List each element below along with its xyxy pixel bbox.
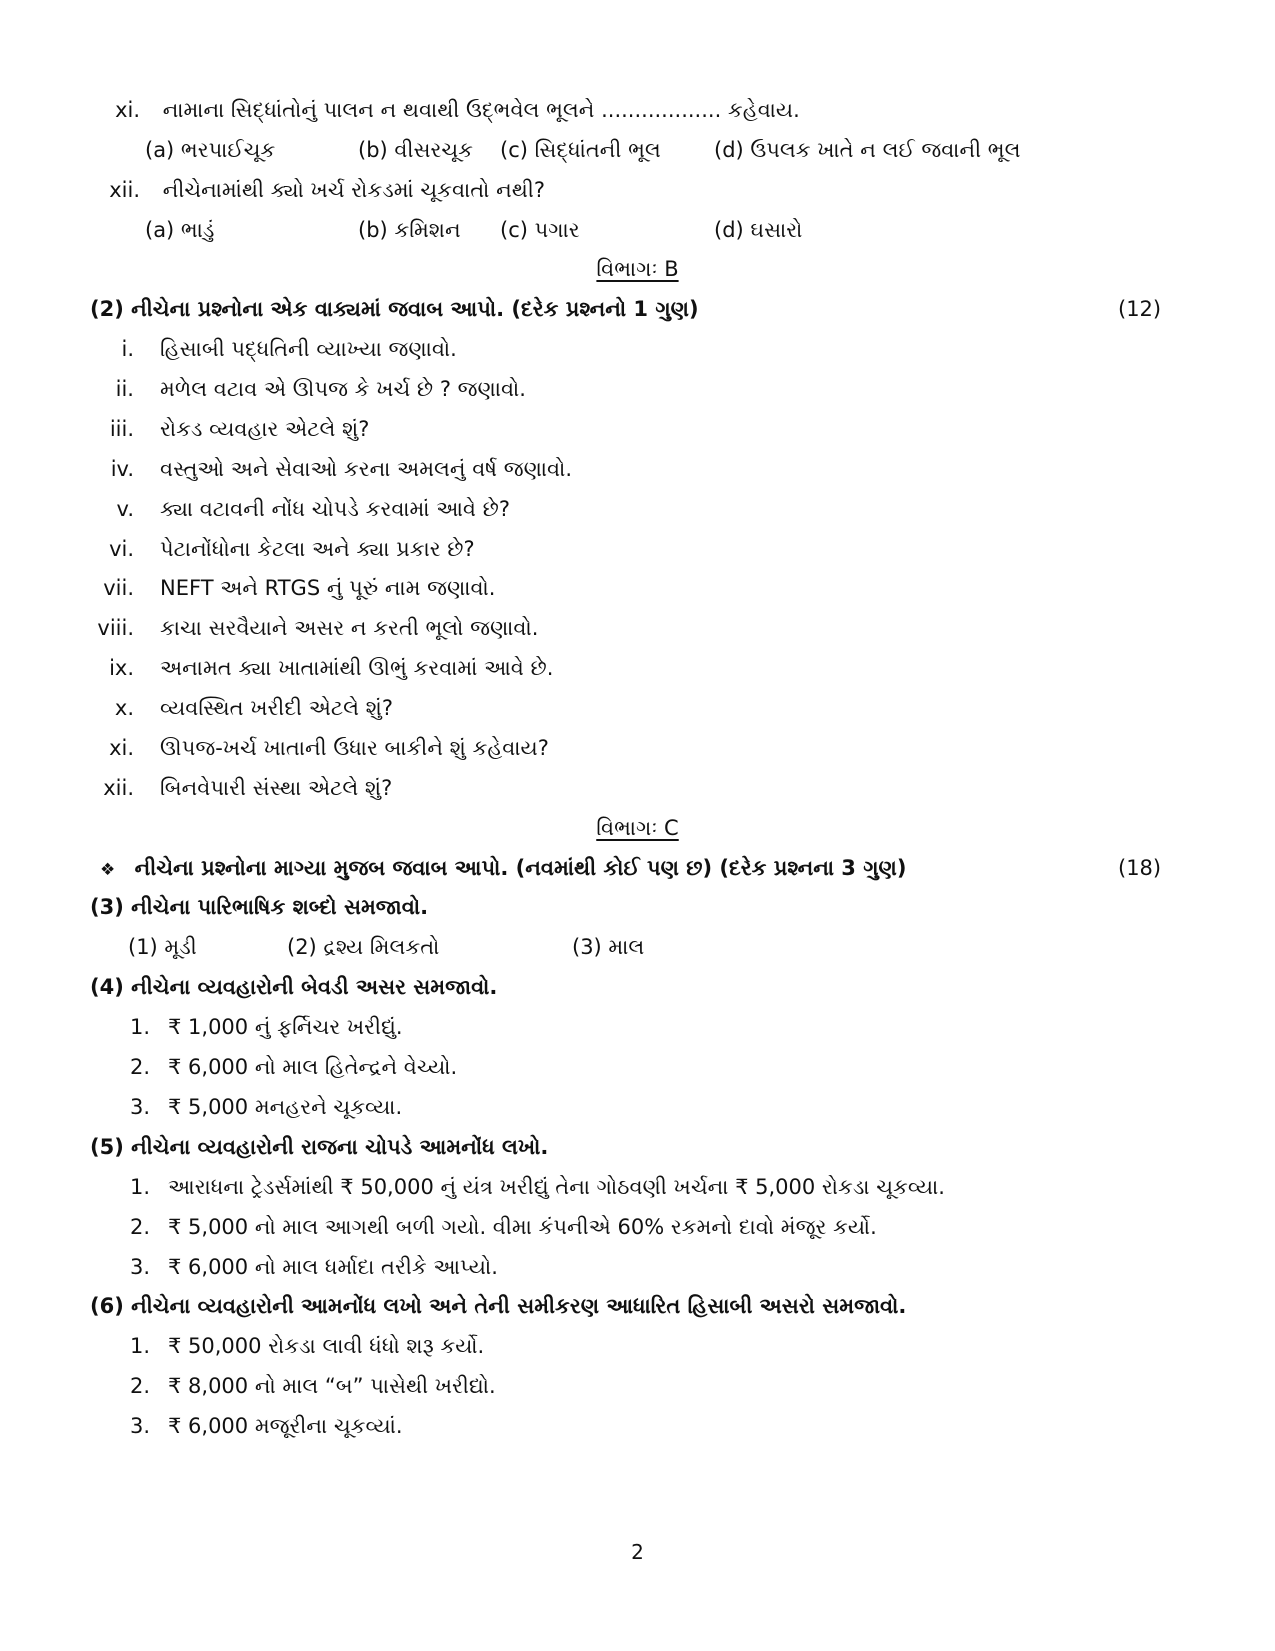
option-b: (b) કમિશન <box>358 218 461 242</box>
item-text: અનામત ક્યા ખાતામાંથી ઊભું કરવામાં આવે છે. <box>160 656 554 681</box>
list-item <box>92 334 457 364</box>
item-text: રોકડ વ્યવહાર એટલે શું? <box>160 416 370 441</box>
list-item <box>92 733 549 763</box>
item-number: v. <box>116 496 134 521</box>
option-d: (d) ઘસારો <box>714 218 803 242</box>
list-item <box>118 1371 496 1401</box>
item-text: ₹ 1,000 નું ફર્નિચર ખરીદ્યું. <box>168 1015 403 1039</box>
item-number: vii. <box>103 576 134 601</box>
item-text: વ્યવસ્થિત ખરીદી એટલે શું? <box>160 696 394 721</box>
list-item <box>92 534 475 564</box>
item-number: 1. <box>129 1334 150 1358</box>
list-item <box>92 693 394 723</box>
item-number: 3. <box>129 1414 150 1438</box>
item-number: 1. <box>129 1015 150 1039</box>
list-item <box>92 653 554 683</box>
item-number: 2. <box>129 1055 150 1079</box>
page-number: 2 <box>631 1540 644 1564</box>
item-number: 3. <box>129 1255 150 1279</box>
item-text: કાચા સરવૈયાને અસર ન કરતી ભૂલો જણાવો. <box>160 616 539 641</box>
bullet-icon: ❖ <box>100 860 116 880</box>
item-text: NEFT અને RTGS નું પૂરું નામ જણાવો. <box>160 576 496 601</box>
list-item <box>92 494 511 524</box>
item-text: વસ્તુઓ અને સેવાઓ કરના અમલનું વર્ષ જણાવો. <box>160 456 573 481</box>
question-text: નામાના સિદ્ધાંતોનું પાલન ન થવાથી ઉદ્ભવેલ ભૂલને .................. કહેવાય. <box>162 98 800 122</box>
list-item <box>92 773 393 803</box>
item-text: ₹ 50,000 રોકડા લાવી ધંધો શરૂ કર્યો. <box>168 1334 485 1358</box>
item-text: ₹ 6,000 નો માલ ધર્માદા તરીકે આપ્યો. <box>168 1255 498 1279</box>
item-text: બિનવેપારી સંસ્થા એટલે શું? <box>160 775 393 800</box>
list-item <box>118 1411 403 1441</box>
list-item <box>118 1012 403 1042</box>
item-text: ક્યા વટાવની નોંધ ચોપડે કરવામાં આવે છે? <box>160 496 511 521</box>
term-3: (3) માલ <box>572 935 645 959</box>
item-text: મળેલ વટાવ એ ઊપજ કે ખર્ચ છે ? જણાવો. <box>160 376 526 401</box>
item-number: 3. <box>129 1095 150 1119</box>
question-xii <box>100 175 545 205</box>
item-number: 1. <box>129 1175 150 1199</box>
item-text: ₹ 6,000 નો માલ હિતેન્દ્રને વેચ્યો. <box>168 1055 458 1079</box>
option-c: (c) સિદ્ધાંતની ભૂલ <box>500 138 661 162</box>
item-text: ₹ 5,000 નો માલ આગથી બળી ગયો. વીમા કંપનીએ 60% રકમનો દાવો મંજૂર કર્યો. <box>168 1215 877 1239</box>
item-text: પેટાનોંધોના કેટલા અને ક્યા પ્રકાર છે? <box>160 536 475 561</box>
item-number: xii. <box>103 775 134 800</box>
item-text: ₹ 8,000 નો માલ “બ” પાસેથી ખરીદ્યો. <box>168 1374 496 1398</box>
item-number: viii. <box>97 616 134 641</box>
item-number: i. <box>121 337 134 361</box>
list-item <box>118 1252 498 1282</box>
list-item <box>118 1212 877 1242</box>
list-item <box>118 1172 945 1202</box>
list-item <box>92 374 526 404</box>
item-number: ii. <box>115 376 134 401</box>
item-text: હિસાબી પદ્ધતિની વ્યાખ્યા જણાવો. <box>160 337 457 361</box>
option-a: (a) ભરપાઈચૂક <box>145 138 276 162</box>
option-d: (d) ઉપલક ખાતે ન લઈ જવાની ભૂલ <box>714 138 1021 162</box>
list-item <box>118 1052 458 1082</box>
q4-title: (4) નીચેના વ્યવહારોની બેવડી અસર સમજાવો. <box>90 975 498 999</box>
list-item <box>92 454 573 484</box>
question-number: xi. <box>115 98 140 122</box>
option-c: (c) પગાર <box>500 218 580 242</box>
term-1: (1) મૂડી <box>128 935 197 959</box>
item-text: ₹ 6,000 મજૂરીના ચૂકવ્યાં. <box>168 1414 403 1438</box>
item-number: ix. <box>109 656 134 681</box>
item-number: 2. <box>129 1215 150 1239</box>
item-number: vi. <box>109 536 134 561</box>
q6-title: (6) નીચેના વ્યવહારોની આમનોંધ લખો અને તેની સમીકરણ આધારિત હિસાબી અસરો સમજાવો. <box>90 1294 907 1318</box>
section-c-heading: વિભાગઃ C <box>596 816 679 840</box>
section-c-marks: (18) <box>1118 856 1162 880</box>
term-2: (2) દ્રશ્ય મિલકતો <box>287 935 440 959</box>
question-number: xii. <box>109 178 140 202</box>
item-text: ઊપજ-ખર્ચ ખાતાની ઉધાર બાકીને શું કહેવાય? <box>160 736 549 760</box>
q5-title: (5) નીચેના વ્યવહારોની રાજના ચોપડે આમનોંધ લખો. <box>90 1135 549 1159</box>
option-a: (a) ભાડું <box>145 218 215 242</box>
q3-title: (3) નીચેના પારિભાષિક શબ્દો સમજાવો. <box>90 895 429 919</box>
section-b-marks: (12) <box>1118 297 1162 321</box>
section-b-heading: વિભાગઃ B <box>596 257 679 281</box>
item-number: iii. <box>109 416 134 441</box>
option-b: (b) વીસરચૂક <box>358 138 473 162</box>
question-text: નીચેનામાંથી ક્યો ખર્ચ રોકડમાં ચૂકવાતો નથી? <box>162 178 545 202</box>
list-item <box>92 613 539 643</box>
section-b-instruction: (2) નીચેના પ્રશ્નોના એક વાક્યમાં જવાબ આપો. (દરેક પ્રશ્નનો 1 ગુણ) <box>90 297 699 321</box>
item-number: x. <box>114 696 134 721</box>
list-item <box>92 573 496 603</box>
question-xi <box>100 95 800 125</box>
item-text: ₹ 5,000 મનહરને ચૂકવ્યા. <box>168 1095 403 1119</box>
list-item <box>92 414 370 444</box>
item-number: iv. <box>110 456 134 481</box>
section-c-instruction: ❖ નીચેના પ્રશ્નોના માગ્યા મુજબ જવાબ આપો. (નવમાંથી કોઈ પણ છ) (દરેક પ્રશ્નના 3 ગુણ) <box>100 856 907 880</box>
item-text: આરાધના ટ્રેડર્સમાંથી ₹ 50,000 નું યંત્ર ખરીદ્યું તેના ગોઠવણી ખર્ચના ₹ 5,000 રોકડા ચૂકવ્યા. <box>168 1175 945 1199</box>
list-item <box>118 1331 485 1361</box>
item-number: xi. <box>109 736 134 760</box>
item-number: 2. <box>129 1374 150 1398</box>
list-item <box>118 1092 403 1122</box>
